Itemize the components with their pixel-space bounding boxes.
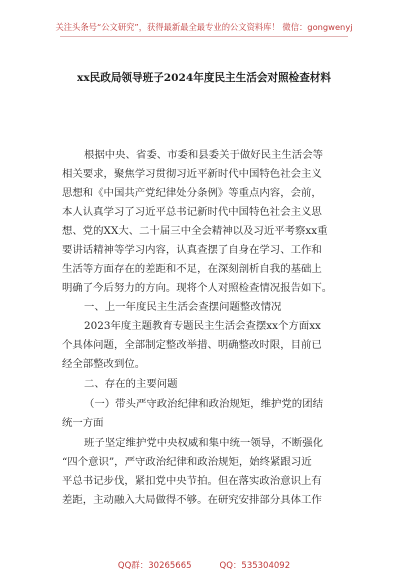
body-line: 本人认真学习了习近平总书记新时代中国特色社会主义思 xyxy=(62,206,322,218)
body-line: 班子坚定维护党中央权威和集中统一领导，不断强化 xyxy=(84,437,323,449)
section-heading: 二、存在的主要问题 xyxy=(84,378,178,390)
header-banner: 关注头条号“公文研究”，获得最新最全最专业的公文资料库！ 微信：gongwenyj xyxy=(55,22,353,32)
body-line: 2023年度主题教育专题民主生活会查摆xx个方面xx xyxy=(84,320,321,332)
body-line: 想、党的XX大、二十届三中全会精神以及习近平考察xx重 xyxy=(62,225,328,237)
body-line: 根据中央、省委、市委和县委关于做好民主生活会等 xyxy=(84,149,323,161)
footer-contact xyxy=(0,559,408,571)
document-title: xx民政局领导班子2024年度民主生活会对照检查材料 xyxy=(77,72,331,84)
body-line: 平总书记步伐，紧扣党中央节拍。但在落实政治意识上有 xyxy=(62,475,322,487)
section-heading: 一、上一年度民主生活会查摆问题整改情况 xyxy=(84,301,282,313)
footer-qq-group: QQ群：30265665 xyxy=(117,561,192,571)
body-line: “四个意识”，严守政治纪律和政治规矩，始终紧跟习近 xyxy=(62,456,312,468)
body-line: 个具体问题，全部制定整改举措、明确整改时限，目前已 xyxy=(62,339,322,351)
body-line: 要讲话精神等学习内容，认真查摆了自身在学习、工作和 xyxy=(62,244,322,256)
subsection-heading: 统一方面 xyxy=(62,417,104,429)
body-line: 相关要求，聚焦学习贯彻习近平新时代中国特色社会主义 xyxy=(62,168,322,180)
body-line: 思想和《中国共产党纪律处分条例》等重点内容，会前， xyxy=(62,187,322,199)
header-divider xyxy=(60,36,348,37)
subsection-heading: （一）带头严守政治纪律和政治规矩，维护党的团结 xyxy=(84,398,323,410)
body-line: 差距，主动融入大局做得不够。在研究安排部分具体工作 xyxy=(62,494,322,506)
footer-qq: QQ：535304092 xyxy=(219,561,291,571)
body-line: 生活等方面存在的差距和不足，在深刻剖析自我的基础上 xyxy=(62,263,322,275)
body-line: 经全部整改到位。 xyxy=(62,358,146,370)
body-line: 明确了今后努力的方向。现将个人对照检查情况报告如下。 xyxy=(62,282,333,294)
